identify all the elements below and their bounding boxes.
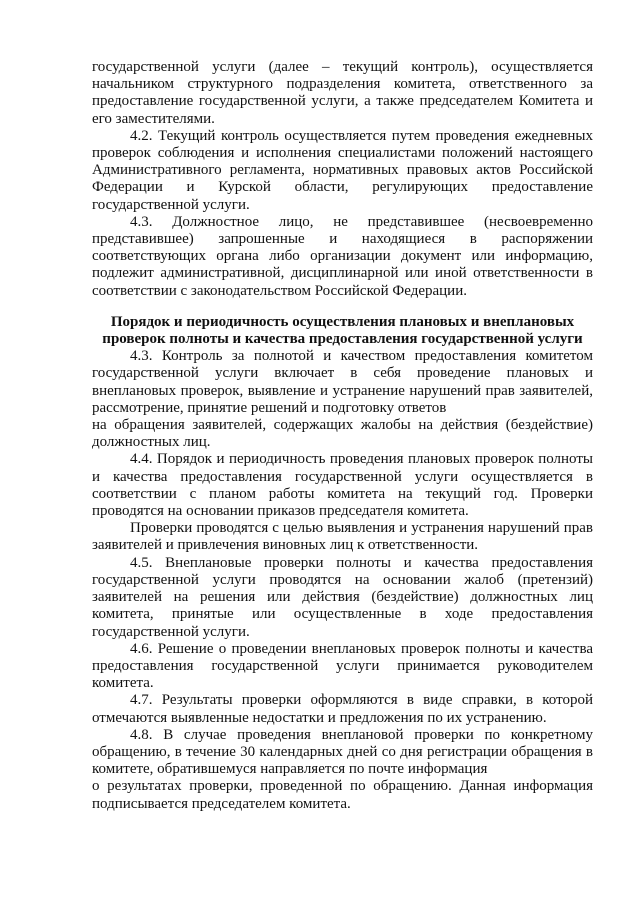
paragraph-4-8: 4.8. В случае проведения внеплановой проверки по конкретному обращению, в течение 30 календарных дней со дня регистрации обращения в комитете, обратившемуся направляется по почте информация (92, 726, 593, 778)
paragraph-4-2: 4.2. Текущий контроль осуществляется путем проведения ежедневных проверок соблюдения и исполнения специалистами положений настоящего Административного регламента, нормативных правовых актов Российской Федерации и Курской области, регулирующих предоставление государственной услуги. (92, 127, 593, 213)
paragraph-4-3-control: 4.3. Контроль за полнотой и качеством предоставления комитетом государственной услуги включает в себя проведение плановых и внеплановых проверок, выявление и устранение нарушений прав заявителей, рассмотрение, принятие решений и подготовку ответов (92, 348, 593, 416)
paragraph-4-6: 4.6. Решение о проведении внеплановых проверок полноты и качества предоставления государственной услуги принимается руководителем комитета. (92, 640, 593, 692)
paragraph-4-5: 4.5. Внеплановые проверки полноты и качества предоставления государственной услуги проводятся на основании жалоб (претензий) заявителей на решения или действия (бездействие) должностных лиц комитета, принятые или осуществленные в ходе предоставления государственной услуги. (92, 554, 593, 640)
paragraph-4-3-continuation: на обращения заявителей, содержащих жалобы на действия (бездействие) должностных лиц. (92, 417, 593, 451)
paragraph-4-7: 4.7. Результаты проверки оформляются в виде справки, в которой отмечаются выявленные недостатки и предложения по их устранению. (92, 692, 593, 726)
section-heading: Порядок и периодичность осуществления плановых и внеплановых проверок полноты и качества предоставления государственной услуги (102, 313, 583, 348)
paragraph-4-8-continuation: о результатах проверки, проведенной по обращению. Данная информация подписывается председателем комитета. (92, 778, 593, 812)
paragraph-4-3-liability: 4.3. Должностное лицо, не представившее (несвоевременно представившее) запрошенные и находящиеся в распоряжении соответствующих органа либо организации документ или информацию, подлежит административной, дисциплинарной или иной ответственности в соответствии с законодательством Российской Федерации. (92, 213, 593, 299)
paragraph-4-4: 4.4. Порядок и периодичность проведения плановых проверок полноты и качества предоставления государственной услуги осуществляется в соответствии с планом работы комитета на текущий год. Проверки проводятся на основании приказов председателя комитета. (92, 451, 593, 520)
paragraph-continuation: государственной услуги (далее – текущий контроль), осуществляется начальником структурного подразделения комитета, ответственного за предоставление государственной услуги, а также председателем Комитета и его заместителями. (92, 59, 593, 127)
paragraph-purpose: Проверки проводятся с целью выявления и устранения нарушений прав заявителей и привлечения виновных лиц к ответственности. (92, 520, 593, 554)
